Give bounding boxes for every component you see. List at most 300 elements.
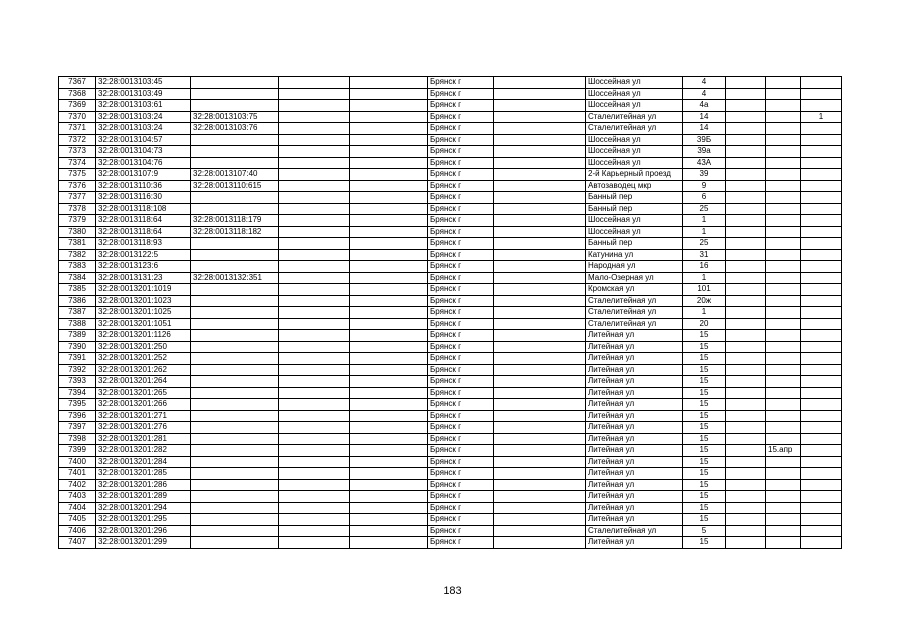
table-body [59, 77, 842, 549]
table-row [59, 387, 842, 399]
table-row [59, 88, 842, 100]
row-number-cell: 7398 [59, 433, 96, 445]
empty-cell [279, 249, 350, 261]
empty-cell [279, 479, 350, 491]
street-cell: Шоссейная ул [586, 100, 683, 112]
empty-cell [494, 399, 586, 411]
table-row [59, 307, 842, 319]
street-cell: Шоссейная ул [586, 157, 683, 169]
count-cell [801, 353, 842, 365]
linked-cadastral-number-cell [191, 261, 279, 273]
linked-cadastral-number-cell [191, 318, 279, 330]
house-number-cell: 15 [683, 445, 726, 457]
count-cell [801, 502, 842, 514]
empty-cell [279, 169, 350, 181]
empty-cell [494, 491, 586, 503]
empty-cell [350, 318, 428, 330]
empty-cell [350, 134, 428, 146]
street-cell: Катунина ул [586, 249, 683, 261]
street-cell: Литейная ул [586, 364, 683, 376]
street-cell: Литейная ул [586, 422, 683, 434]
note-cell [766, 88, 801, 100]
row-number-cell: 7395 [59, 399, 96, 411]
row-number-cell: 7370 [59, 111, 96, 123]
city-cell: Брянск г [428, 295, 494, 307]
empty-cell [279, 134, 350, 146]
note-cell [766, 353, 801, 365]
city-cell: Брянск г [428, 433, 494, 445]
row-number-cell: 7397 [59, 422, 96, 434]
empty-cell [350, 249, 428, 261]
note-cell [766, 226, 801, 238]
empty-cell [494, 479, 586, 491]
empty-cell [350, 341, 428, 353]
empty-cell [279, 215, 350, 227]
empty-cell [279, 284, 350, 296]
empty-cell [279, 410, 350, 422]
street-cell: Сталелитейная ул [586, 123, 683, 135]
street-cell: Литейная ул [586, 387, 683, 399]
street-cell: Сталелитейная ул [586, 318, 683, 330]
empty-cell [494, 445, 586, 457]
empty-cell [494, 284, 586, 296]
row-number-cell: 7396 [59, 410, 96, 422]
cadastral-number-cell: 32:28:0013123:6 [96, 261, 191, 273]
count-cell [801, 295, 842, 307]
cadastral-number-cell: 32:28:0013104:76 [96, 157, 191, 169]
empty-cell [494, 100, 586, 112]
house-number-cell: 20ж [683, 295, 726, 307]
house-number-cell: 15 [683, 399, 726, 411]
empty-cell [726, 146, 766, 158]
city-cell: Брянск г [428, 399, 494, 411]
city-cell: Брянск г [428, 157, 494, 169]
table-row [59, 100, 842, 112]
empty-cell [279, 387, 350, 399]
street-cell: Литейная ул [586, 410, 683, 422]
house-number-cell: 101 [683, 284, 726, 296]
house-number-cell: 9 [683, 180, 726, 192]
empty-cell [350, 422, 428, 434]
house-number-cell: 25 [683, 203, 726, 215]
row-number-cell: 7371 [59, 123, 96, 135]
house-number-cell: 15 [683, 491, 726, 503]
table-row [59, 399, 842, 411]
empty-cell [350, 169, 428, 181]
city-cell: Брянск г [428, 514, 494, 526]
table-row [59, 111, 842, 123]
empty-cell [350, 399, 428, 411]
count-cell [801, 215, 842, 227]
empty-cell [494, 295, 586, 307]
table-row [59, 433, 842, 445]
count-cell [801, 341, 842, 353]
linked-cadastral-number-cell [191, 537, 279, 549]
house-number-cell: 1 [683, 272, 726, 284]
empty-cell [279, 238, 350, 250]
count-cell [801, 376, 842, 388]
house-number-cell: 15 [683, 433, 726, 445]
row-number-cell: 7384 [59, 272, 96, 284]
linked-cadastral-number-cell [191, 353, 279, 365]
street-cell: Шоссейная ул [586, 226, 683, 238]
house-number-cell: 4 [683, 88, 726, 100]
row-number-cell: 7381 [59, 238, 96, 250]
empty-cell [494, 525, 586, 537]
linked-cadastral-number-cell: 32:28:0013132:351 [191, 272, 279, 284]
city-cell: Брянск г [428, 537, 494, 549]
row-number-cell: 7402 [59, 479, 96, 491]
house-number-cell: 31 [683, 249, 726, 261]
table-row [59, 422, 842, 434]
linked-cadastral-number-cell [191, 341, 279, 353]
note-cell [766, 376, 801, 388]
empty-cell [726, 353, 766, 365]
empty-cell [350, 376, 428, 388]
note-cell [766, 525, 801, 537]
street-cell: Сталелитейная ул [586, 295, 683, 307]
table-row [59, 77, 842, 89]
city-cell: Брянск г [428, 261, 494, 273]
house-number-cell: 20 [683, 318, 726, 330]
linked-cadastral-number-cell: 32:28:0013110:615 [191, 180, 279, 192]
street-cell: 2-й Карьерный проезд [586, 169, 683, 181]
count-cell [801, 169, 842, 181]
empty-cell [494, 146, 586, 158]
empty-cell [350, 410, 428, 422]
street-cell: Литейная ул [586, 479, 683, 491]
empty-cell [279, 525, 350, 537]
empty-cell [726, 330, 766, 342]
empty-cell [279, 456, 350, 468]
street-cell: Шоссейная ул [586, 146, 683, 158]
note-cell [766, 272, 801, 284]
page-number: 183 [443, 585, 462, 597]
count-cell [801, 433, 842, 445]
empty-cell [494, 215, 586, 227]
row-number-cell: 7387 [59, 307, 96, 319]
house-number-cell: 1 [683, 226, 726, 238]
linked-cadastral-number-cell [191, 479, 279, 491]
empty-cell [494, 226, 586, 238]
linked-cadastral-number-cell [191, 525, 279, 537]
row-number-cell: 7369 [59, 100, 96, 112]
cadastral-number-cell: 32:28:0013103:49 [96, 88, 191, 100]
city-cell: Брянск г [428, 502, 494, 514]
cadastral-number-cell: 32:28:0013118:93 [96, 238, 191, 250]
count-cell [801, 238, 842, 250]
empty-cell [279, 353, 350, 365]
note-cell [766, 238, 801, 250]
empty-cell [279, 537, 350, 549]
table-row [59, 502, 842, 514]
registry-table [58, 76, 842, 549]
empty-cell [494, 456, 586, 468]
empty-cell [726, 514, 766, 526]
empty-cell [350, 261, 428, 273]
street-cell: Литейная ул [586, 537, 683, 549]
street-cell: Литейная ул [586, 502, 683, 514]
empty-cell [279, 341, 350, 353]
table-row [59, 272, 842, 284]
city-cell: Брянск г [428, 491, 494, 503]
linked-cadastral-number-cell [191, 249, 279, 261]
city-cell: Брянск г [428, 422, 494, 434]
count-cell [801, 261, 842, 273]
note-cell [766, 157, 801, 169]
table-row [59, 261, 842, 273]
empty-cell [350, 445, 428, 457]
note-cell [766, 307, 801, 319]
empty-cell [726, 203, 766, 215]
row-number-cell: 7379 [59, 215, 96, 227]
empty-cell [726, 341, 766, 353]
cadastral-number-cell: 32:28:0013104:57 [96, 134, 191, 146]
empty-cell [279, 146, 350, 158]
empty-cell [726, 88, 766, 100]
empty-cell [279, 111, 350, 123]
count-cell [801, 203, 842, 215]
empty-cell [726, 100, 766, 112]
count-cell [801, 445, 842, 457]
city-cell: Брянск г [428, 134, 494, 146]
empty-cell [350, 307, 428, 319]
cadastral-number-cell: 32:28:0013201:1023 [96, 295, 191, 307]
empty-cell [494, 203, 586, 215]
linked-cadastral-number-cell [191, 387, 279, 399]
table-row [59, 410, 842, 422]
empty-cell [350, 537, 428, 549]
empty-cell [726, 364, 766, 376]
linked-cadastral-number-cell [191, 146, 279, 158]
empty-cell [726, 491, 766, 503]
empty-cell [494, 514, 586, 526]
count-cell [801, 387, 842, 399]
cadastral-number-cell: 32:28:0013201:299 [96, 537, 191, 549]
note-cell [766, 192, 801, 204]
empty-cell [494, 353, 586, 365]
linked-cadastral-number-cell [191, 468, 279, 480]
house-number-cell: 39 [683, 169, 726, 181]
linked-cadastral-number-cell [191, 399, 279, 411]
linked-cadastral-number-cell [191, 307, 279, 319]
row-number-cell: 7382 [59, 249, 96, 261]
empty-cell [350, 364, 428, 376]
street-cell: Сталелитейная ул [586, 525, 683, 537]
count-cell [801, 77, 842, 89]
note-cell [766, 387, 801, 399]
house-number-cell: 15 [683, 537, 726, 549]
empty-cell [350, 157, 428, 169]
empty-cell [494, 341, 586, 353]
count-cell [801, 146, 842, 158]
cadastral-number-cell: 32:28:0013201:250 [96, 341, 191, 353]
empty-cell [726, 134, 766, 146]
empty-cell [350, 502, 428, 514]
street-cell: Кромская ул [586, 284, 683, 296]
empty-cell [726, 318, 766, 330]
empty-cell [726, 456, 766, 468]
table-row [59, 284, 842, 296]
note-cell [766, 146, 801, 158]
empty-cell [350, 203, 428, 215]
linked-cadastral-number-cell [191, 157, 279, 169]
note-cell [766, 514, 801, 526]
cadastral-number-cell: 32:28:0013201:284 [96, 456, 191, 468]
table-row [59, 295, 842, 307]
city-cell: Брянск г [428, 341, 494, 353]
empty-cell [279, 491, 350, 503]
row-number-cell: 7400 [59, 456, 96, 468]
empty-cell [494, 261, 586, 273]
table-row [59, 169, 842, 181]
count-cell [801, 318, 842, 330]
empty-cell [350, 491, 428, 503]
street-cell: Литейная ул [586, 376, 683, 388]
note-cell [766, 295, 801, 307]
linked-cadastral-number-cell [191, 445, 279, 457]
street-cell: Шоссейная ул [586, 134, 683, 146]
cadastral-number-cell: 32:28:0013201:285 [96, 468, 191, 480]
empty-cell [726, 410, 766, 422]
table-row [59, 376, 842, 388]
cadastral-number-cell: 32:28:0013201:282 [96, 445, 191, 457]
empty-cell [350, 514, 428, 526]
row-number-cell: 7403 [59, 491, 96, 503]
city-cell: Брянск г [428, 410, 494, 422]
empty-cell [279, 307, 350, 319]
note-cell [766, 330, 801, 342]
empty-cell [494, 192, 586, 204]
table-row [59, 364, 842, 376]
street-cell: Шоссейная ул [586, 88, 683, 100]
empty-cell [494, 433, 586, 445]
house-number-cell: 15 [683, 376, 726, 388]
empty-cell [350, 238, 428, 250]
row-number-cell: 7392 [59, 364, 96, 376]
house-number-cell: 15 [683, 502, 726, 514]
empty-cell [494, 238, 586, 250]
cadastral-number-cell: 32:28:0013201:1051 [96, 318, 191, 330]
street-cell: Литейная ул [586, 456, 683, 468]
cadastral-number-cell: 32:28:0013201:262 [96, 364, 191, 376]
empty-cell [726, 215, 766, 227]
house-number-cell: 25 [683, 238, 726, 250]
street-cell: Литейная ул [586, 330, 683, 342]
row-number-cell: 7404 [59, 502, 96, 514]
cadastral-number-cell: 32:28:0013201:264 [96, 376, 191, 388]
empty-cell [726, 502, 766, 514]
count-cell [801, 180, 842, 192]
table-row [59, 238, 842, 250]
city-cell: Брянск г [428, 330, 494, 342]
count-cell [801, 537, 842, 549]
linked-cadastral-number-cell [191, 514, 279, 526]
row-number-cell: 7391 [59, 353, 96, 365]
empty-cell [350, 353, 428, 365]
street-cell: Литейная ул [586, 514, 683, 526]
street-cell: Шоссейная ул [586, 215, 683, 227]
empty-cell [726, 422, 766, 434]
linked-cadastral-number-cell [191, 456, 279, 468]
linked-cadastral-number-cell: 32:28:0013103:76 [191, 123, 279, 135]
empty-cell [494, 249, 586, 261]
street-cell: Литейная ул [586, 445, 683, 457]
note-cell [766, 169, 801, 181]
table-row [59, 123, 842, 135]
count-cell [801, 479, 842, 491]
city-cell: Брянск г [428, 203, 494, 215]
table-row [59, 180, 842, 192]
empty-cell [350, 525, 428, 537]
empty-cell [726, 399, 766, 411]
empty-cell [350, 272, 428, 284]
linked-cadastral-number-cell [191, 134, 279, 146]
empty-cell [726, 525, 766, 537]
house-number-cell: 15 [683, 341, 726, 353]
linked-cadastral-number-cell [191, 433, 279, 445]
empty-cell [350, 146, 428, 158]
street-cell: Литейная ул [586, 341, 683, 353]
table-row [59, 525, 842, 537]
table-row [59, 341, 842, 353]
empty-cell [726, 479, 766, 491]
linked-cadastral-number-cell [191, 295, 279, 307]
empty-cell [494, 537, 586, 549]
cadastral-number-cell: 32:28:0013103:24 [96, 123, 191, 135]
street-cell: Народная ул [586, 261, 683, 273]
count-cell [801, 284, 842, 296]
empty-cell [279, 226, 350, 238]
linked-cadastral-number-cell: 32:28:0013118:179 [191, 215, 279, 227]
empty-cell [279, 295, 350, 307]
count-cell [801, 272, 842, 284]
empty-cell [279, 433, 350, 445]
count-cell [801, 422, 842, 434]
city-cell: Брянск г [428, 307, 494, 319]
linked-cadastral-number-cell: 32:28:0013118:182 [191, 226, 279, 238]
empty-cell [350, 456, 428, 468]
empty-cell [279, 502, 350, 514]
empty-cell [279, 422, 350, 434]
street-cell: Банный пер [586, 192, 683, 204]
empty-cell [279, 100, 350, 112]
house-number-cell: 15 [683, 456, 726, 468]
empty-cell [494, 410, 586, 422]
city-cell: Брянск г [428, 215, 494, 227]
house-number-cell: 6 [683, 192, 726, 204]
count-cell [801, 525, 842, 537]
empty-cell [350, 111, 428, 123]
empty-cell [279, 376, 350, 388]
row-number-cell: 7368 [59, 88, 96, 100]
house-number-cell: 14 [683, 111, 726, 123]
empty-cell [279, 261, 350, 273]
row-number-cell: 7367 [59, 77, 96, 89]
note-cell [766, 537, 801, 549]
count-cell [801, 399, 842, 411]
house-number-cell: 15 [683, 410, 726, 422]
note-cell [766, 364, 801, 376]
city-cell: Брянск г [428, 169, 494, 181]
empty-cell [279, 272, 350, 284]
count-cell [801, 192, 842, 204]
city-cell: Брянск г [428, 192, 494, 204]
city-cell: Брянск г [428, 525, 494, 537]
city-cell: Брянск г [428, 456, 494, 468]
house-number-cell: 15 [683, 422, 726, 434]
table-row [59, 215, 842, 227]
